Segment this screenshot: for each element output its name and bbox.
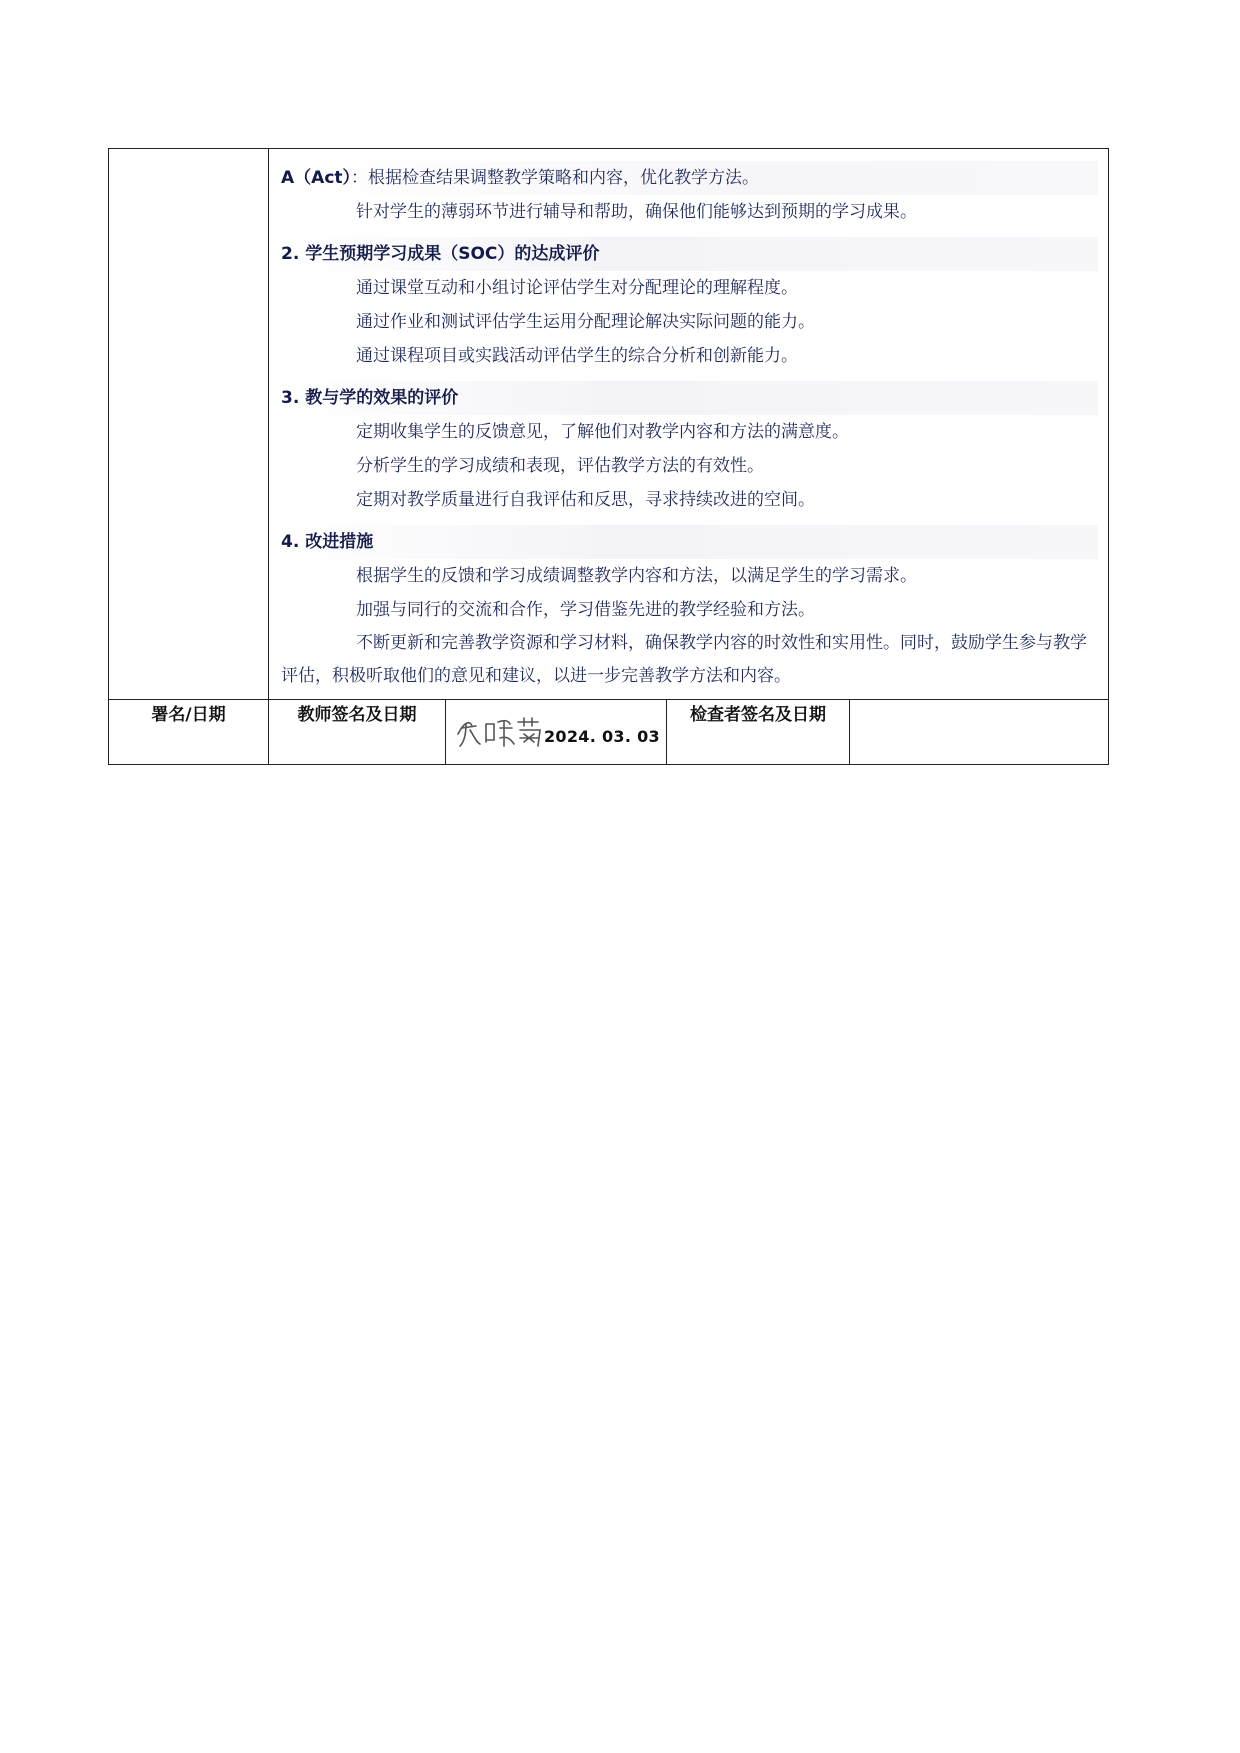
section-2-item: 通过作业和测试评估学生运用分配理论解决实际问题的能力。 [356,312,815,332]
teacher-signature-date: 2024. 03. 03 [544,727,660,746]
signature-row [109,700,1109,765]
section-4-item: 根据学生的反馈和学习成绩调整教学内容和方法，以满足学生的学习需求。 [356,566,917,586]
section-2-item: 通过课程项目或实践活动评估学生的综合分析和创新能力。 [356,346,798,366]
left-label-cell [109,149,269,700]
act-text: ：根据检查结果调整教学策略和内容，优化教学方法。 [351,168,760,188]
section-3-heading: 3. 教与学的效果的评价 [281,381,1098,415]
act-line-2: 针对学生的薄弱环节进行辅导和帮助，确保他们能够达到预期的学习成果。 [356,202,917,222]
act-line [281,161,1098,195]
teacher-signature-cell [446,700,667,765]
section-2-item: 通过课堂互动和小组讨论评估学生对分配理论的理解程度。 [356,278,798,298]
teacher-signature-label: 教师签名及日期 [269,700,446,765]
section-4-item: 不断更新和完善教学资源和学习材料，确保教学内容的时效性和实用性。同时，鼓励学生参与教学评估，积极听取他们的意见和建议，以进一步完善教学方法和内容。 [281,633,1087,686]
evaluation-table [108,148,1109,765]
checker-signature-cell [850,700,1109,765]
section-2-heading: 2. 学生预期学习成果（SOC）的达成评价 [281,237,1098,271]
section-3-item: 分析学生的学习成绩和表现，评估教学方法的有效性。 [356,456,764,476]
section-3-item: 定期对教学质量进行自我评估和反思，寻求持续改进的空间。 [356,490,815,510]
section-3-item: 定期收集学生的反馈意见，了解他们对教学内容和方法的满意度。 [356,422,849,442]
act-label: A（Act） [281,168,352,188]
section-4-heading: 4. 改进措施 [281,525,1098,559]
content-cell [269,149,1109,700]
handwritten-signature [454,712,544,750]
section-4-item: 加强与同行的交流和合作，学习借鉴先进的教学经验和方法。 [356,600,815,620]
content-row [109,149,1109,700]
signature-date-label: 署名/日期 [109,700,269,765]
checker-signature-label: 检查者签名及日期 [667,700,850,765]
